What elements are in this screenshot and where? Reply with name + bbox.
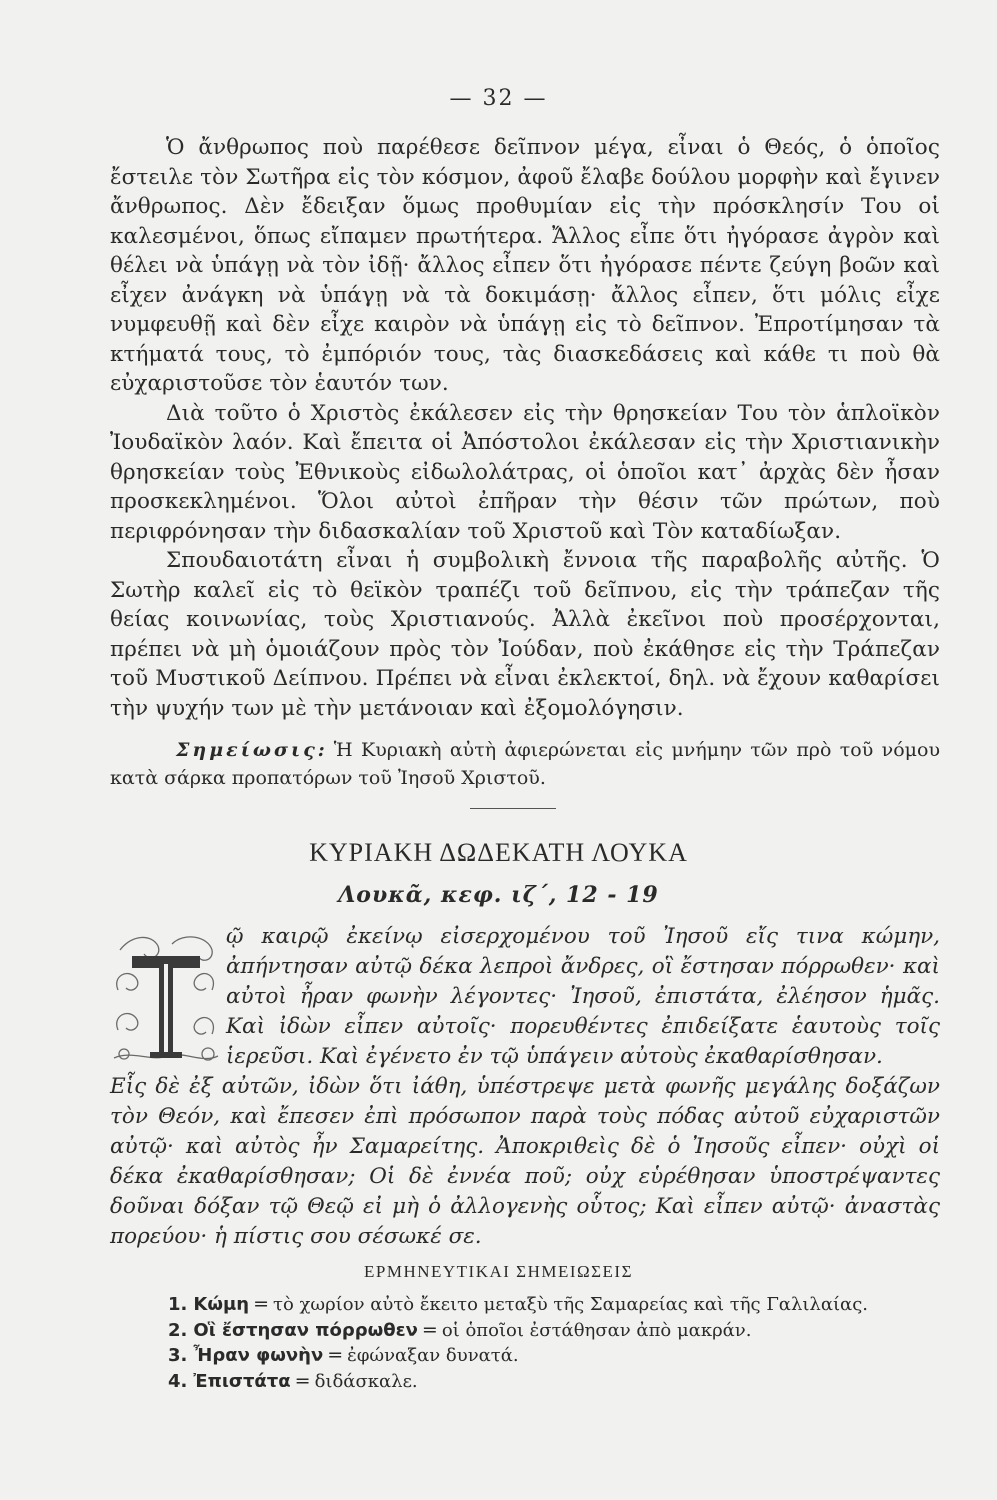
note-text: Ἡ Κυριακὴ αὐτὴ ἀφιερώνεται εἰς μνήμην τῶν πρὸ τοῦ νόμου κατὰ σάρκα προπατόρων τοῦ Ἰησοῦ Χριστοῦ. (110, 739, 940, 789)
glossary-definition: ἐφώναξαν δυνατά. (347, 1345, 519, 1366)
equals-sign: = (327, 1344, 344, 1366)
commentary-text (110, 133, 940, 723)
glossary-heading: ΕΡΜΗΝΕΥΤΙΚΑΙ ΣΗΜΕΙΩΣΕΙΣ (364, 1262, 633, 1281)
paragraph: Διὰ τοῦτο ὁ Χριστὸς ἐκάλεσεν εἰς τὴν θρησκείαν Του τὸν ἁπλοϊκὸν Ἰουδαϊκὸν λαόν. Καὶ ἔπειτα οἱ Ἀπόστολοι ἐκάλεσαν εἰς τὴν Χριστιανικὴν θρησκείαν τοὺς Ἐθνικοὺς εἰδωλολάτρας, οἱ ὁποῖοι κατ᾽ ἀρχὰς δὲν ἦσαν προσκεκλημένοι. Ὅλοι αὐτοὶ ἐπῆραν τὴν θέσιν τῶν πρώτων, ποὺ περιφρόνησαν τὴν διδασκαλίαν τοῦ Χριστοῦ καὶ Τὸν καταδίωξαν. (110, 400, 940, 544)
glossary-item (168, 1292, 948, 1318)
glossary-number: 2. (168, 1319, 188, 1341)
scripture-reference: Λουκᾶ, κεφ. ιζ΄, 12 - 19 (338, 882, 659, 908)
glossary-definition: οἱ ὁποῖοι ἐστάθησαν ἀπὸ μακράν. (441, 1319, 752, 1341)
gospel-text: Εἷς δὲ ἐξ αὐτῶν, ἰδὼν ὅτι ἰάθη, ὑπέστρεψε μετὰ φωνῆς μεγάλης δοξάζων τὸν Θεόν, καὶ ἔπεσεν ἐπὶ πρόσωπον παρὰ τοὺς πόδας αὐτοῦ εὐχαριστῶν αὐτῷ· καὶ αὐτὸς ἦν Σαμαρείτης. Ἀποκριθεὶς δὲ ὁ Ἰησοῦς εἶπεν· οὐχὶ οἱ δέκα ἐκαθαρίσθησαν; Οἱ δὲ ἐννέα ποῦ; οὐχ εὑρέθησαν ὑποστρέψαντες δοῦναι δόξαν τῷ Θεῷ εἰ μὴ ὁ ἀλλογενὴς οὗτος; Καὶ εἶπεν αὐτῷ· ἀναστὰς πορεύου· ἡ πίστις σου σέσωκέ σε. (110, 1074, 940, 1249)
glossary-number: 1. (168, 1294, 188, 1315)
glossary-definition: τὸ χωρίον αὐτὸ ἔκειτο μεταξὺ τῆς Σαμαρείας καὶ τῆς Γαλιλαίας. (273, 1294, 869, 1315)
section-divider (470, 808, 556, 809)
note (110, 736, 940, 792)
gospel-first-line: ῷ καιρῷ ἐκείνῳ εἰσερχομένου τοῦ Ἰησοῦ εἴς τινα κώμην, ἀπήντησαν αὐτῷ δέκα λεπροὶ ἄνδρες, οἳ ἔστησαν πόρρωθεν· καὶ αὐτοὶ ἦραν φωνὴν λέγοντες· Ἰησοῦ, ἐπιστάτα, ἐλέησον ἡμᾶς. Καὶ ἰδὼν εἶπεν αὐτοῖς· πορευθέντες ἐπιδείξατε ἑαυτοὺς τοῖς ἱερεῦσι. Καὶ ἐγένετο ἐν τῷ ὑπάγειν αὐτοὺς ἐκαθαρίσθησαν. (226, 924, 940, 1069)
paragraph: Σπουδαιοτάτη εἶναι ἡ συμβολικὴ ἔννοια τῆς παραβολῆς αὐτῆς. Ὁ Σωτὴρ καλεῖ εἰς τὸ θεϊκὸν τραπέζι τοῦ δεῖπνου, εἰς τὴν τράπεζαν τῆς θείας κοινωνίας, τοὺς Χριστιανούς. Ἀλλὰ ἐκεῖνοι ποὺ προσέρχονται, πρέπει νὰ μὴ ὁμοιάζουν πρὸς τὸν Ἰούδαν, ποὺ ἐκάθησε εἰς τὴν Τράπεζαν τοῦ Μυστικοῦ Δείπνου. Πρέπει νὰ εἶναι ἐκλεκτοί, δηλ. νὰ ἔχουν καθαρίσει τὴν ψυχήν των μὲ τὴν μετάνοιαν καὶ ἐξομολόγησιν. (110, 548, 940, 721)
glossary-number: 3. (168, 1345, 188, 1366)
gospel-reading (110, 922, 940, 1252)
glossary-list (168, 1292, 948, 1394)
glossary-term: Οἳ ἔστησαν πόρρωθεν (193, 1319, 418, 1341)
glossary-item (168, 1343, 948, 1369)
paragraph: Ὁ ἄνθρωπος ποὺ παρέθεσε δεῖπνον μέγα, εἶναι ὁ Θεός, ὁ ὁποῖος ἔστειλε τὸν Σωτῆρα εἰς τὸν κόσμον, ἀφοῦ ἔλαβε δούλου μορφὴν καὶ ἔγινεν ἄνθρωπος. Δὲν ἔδειξαν ὅμως προθυμίαν εἰς τὴν πρόσκλησίν Του οἱ καλεσμένοι, ὅπως εἴπαμεν πρωτήτερα. Ἄλλος εἶπε ὅτι ἠγόρασε ἀγρὸν καὶ θέλει νὰ ὑπάγῃ νὰ τὸν ἰδῇ· ἄλλος εἶπεν ὅτι ἠγόρασε πέντε ζεύγη βοῶν καὶ εἶχεν ἀνάγκη νὰ ὑπάγῃ νὰ τὰ δοκιμάσῃ· ἄλλος εἶπεν, ὅτι μόλις εἶχε νυμφευθῇ καὶ δὲν εἶχε καιρὸν νὰ ὑπάγῃ εἰς τὸ δεῖπνον. Ἐπροτίμησαν τὰ κτήματά τους, τὸ ἐμπόριόν τους, τὰς διασκεδάσεις καὶ κάθε τι ποὺ θὰ εὐχαριστοῦσε τὸν ἑαυτόν των. (110, 135, 940, 396)
equals-sign: = (253, 1293, 269, 1315)
equals-sign: = (421, 1318, 438, 1341)
glossary-item (168, 1369, 948, 1395)
section-heading: ΚΥΡΙΑΚΗ ΔΩΔΕΚΑΤΗ ΛΟΥΚΑ (309, 838, 688, 867)
glossary-term: Ἐπιστάτα (193, 1370, 291, 1392)
glossary-number: 4. (168, 1370, 188, 1392)
equals-sign: = (294, 1369, 311, 1392)
glossary-term: Κώμη (193, 1294, 250, 1315)
page-number: — 32 — (449, 86, 548, 111)
glossary-item (168, 1318, 948, 1344)
note-label: Σημείωσις: (176, 739, 328, 761)
glossary-definition: διδάσκαλε. (314, 1370, 418, 1392)
glossary-term: Ἦραν φωνὴν (193, 1345, 324, 1366)
